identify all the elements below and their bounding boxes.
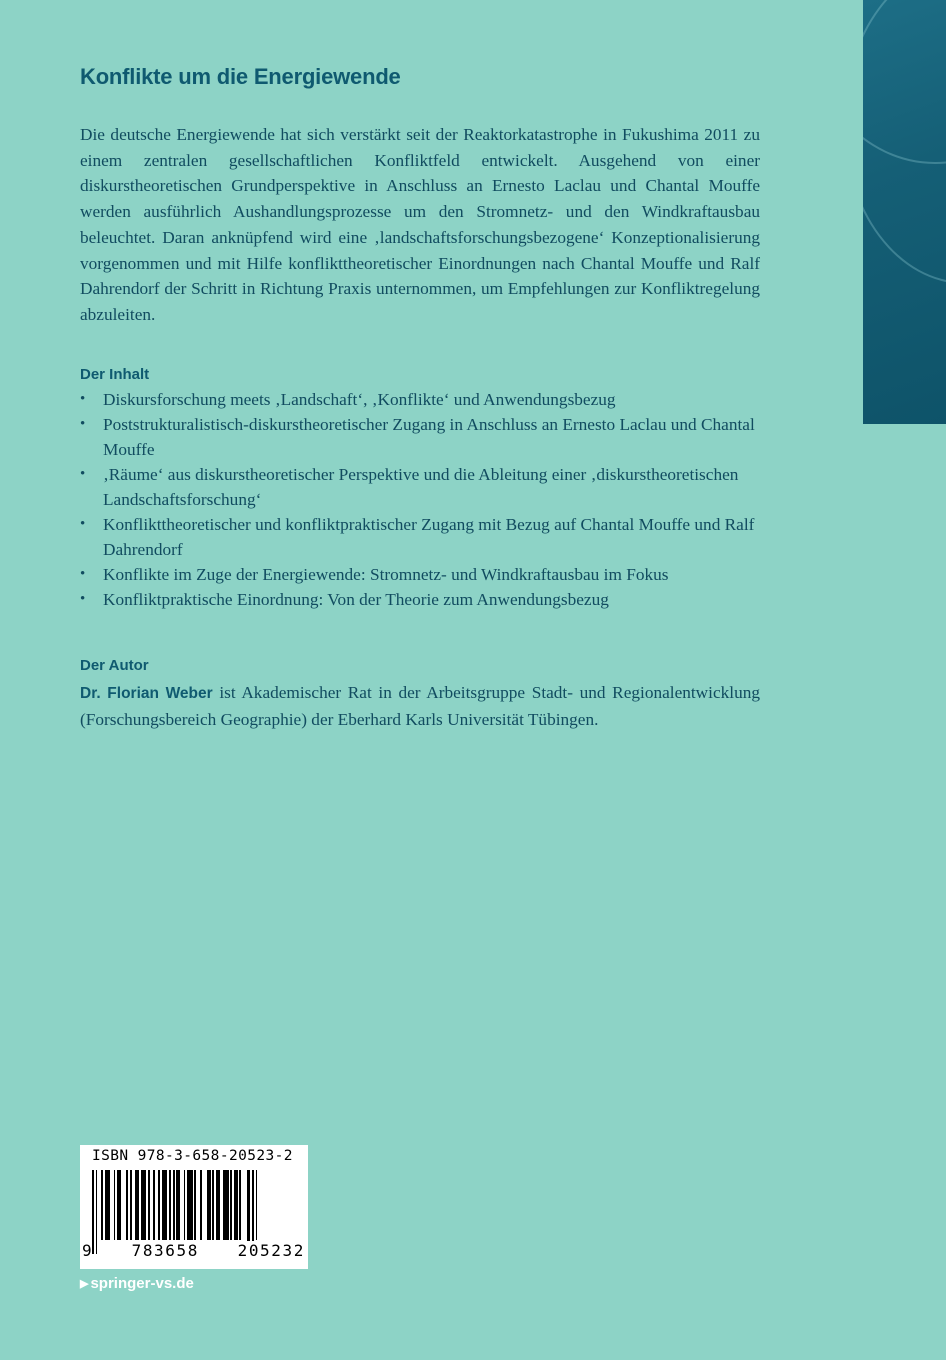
publisher-url: springer-vs.de bbox=[90, 1275, 194, 1292]
list-item: • Diskursforschung meets ‚Landschaft‘, ‚Konflikte‘ und Anwendungsbezug bbox=[80, 387, 770, 412]
ean-right-group: 205232 bbox=[237, 1241, 305, 1260]
author-name: Dr. Florian Weber bbox=[80, 685, 213, 702]
list-item: • Konflikttheoretischer und konfliktpraktischer Zugang mit Bezug auf Chantal Mouffe und Ralf Dahrendorf bbox=[80, 512, 770, 562]
decorative-spine-panel bbox=[863, 0, 946, 424]
author-bio bbox=[80, 680, 760, 732]
author-description: ist Akademischer Rat in der Arbeitsgruppe Stadt- und Regionalentwicklung (Forschungsbereich Geographie) der Eberhard Karls Universität Tübingen. bbox=[80, 683, 760, 729]
list-item: • Poststrukturalistisch-diskurstheoretischer Zugang in Anschluss an Ernesto Laclau und Chantal Mouffe bbox=[80, 412, 770, 462]
list-item: • Konflikte im Zuge der Energiewende: Stromnetz- und Windkraftausbau im Fokus bbox=[80, 562, 770, 587]
book-description: Die deutsche Energiewende hat sich verstärkt seit der Reaktorkatastrophe in Fukushima 2011 zu einem zentralen gesellschaftlichen Konfliktfeld entwickelt. Ausgehend von einer diskurstheoretischen Grundperspektive in Anschluss an Ernesto Laclau und Chantal Mouffe werden ausführlich Aushandlungsprozesse um den Stromnetz- und den Windkraftausbau beleuchtet. Daran anknüpfend wird eine ‚landschaftsforschungsbezogene‘ Konzeptionalisierung vorgenommen und mit Hilfe konflikttheoretischer Einordnungen nach Chantal Mouffe und Ralf Dahrendorf der Schritt in Richtung Praxis unternommen, um Empfehlungen zur Konfliktregelung abzuleiten. bbox=[80, 125, 760, 324]
ean-digits bbox=[82, 1241, 306, 1260]
contents-heading: Der Inhalt bbox=[80, 366, 150, 383]
list-item: • ‚Räume‘ aus diskurstheoretischer Perspektive und die Ableitung einer ‚diskurstheoretischen Landschaftsforschung‘ bbox=[80, 462, 770, 512]
publisher-link[interactable] bbox=[80, 1275, 194, 1292]
isbn-barcode bbox=[80, 1145, 308, 1269]
ean-first-digit: 9 bbox=[82, 1241, 92, 1260]
triangle-right-icon: ▶ bbox=[80, 1278, 89, 1290]
contents-list bbox=[80, 387, 770, 612]
ean-left-group: 783658 bbox=[131, 1241, 199, 1260]
author-heading: Der Autor bbox=[80, 657, 149, 674]
isbn-number: ISBN 978-3-658-20523-2 bbox=[92, 1148, 293, 1164]
list-item: • Konfliktpraktische Einordnung: Von der Theorie zum Anwendungsbezug bbox=[80, 587, 770, 612]
book-title: Konflikte um die Energiewende bbox=[80, 64, 401, 89]
barcode-bar bbox=[256, 1170, 258, 1240]
